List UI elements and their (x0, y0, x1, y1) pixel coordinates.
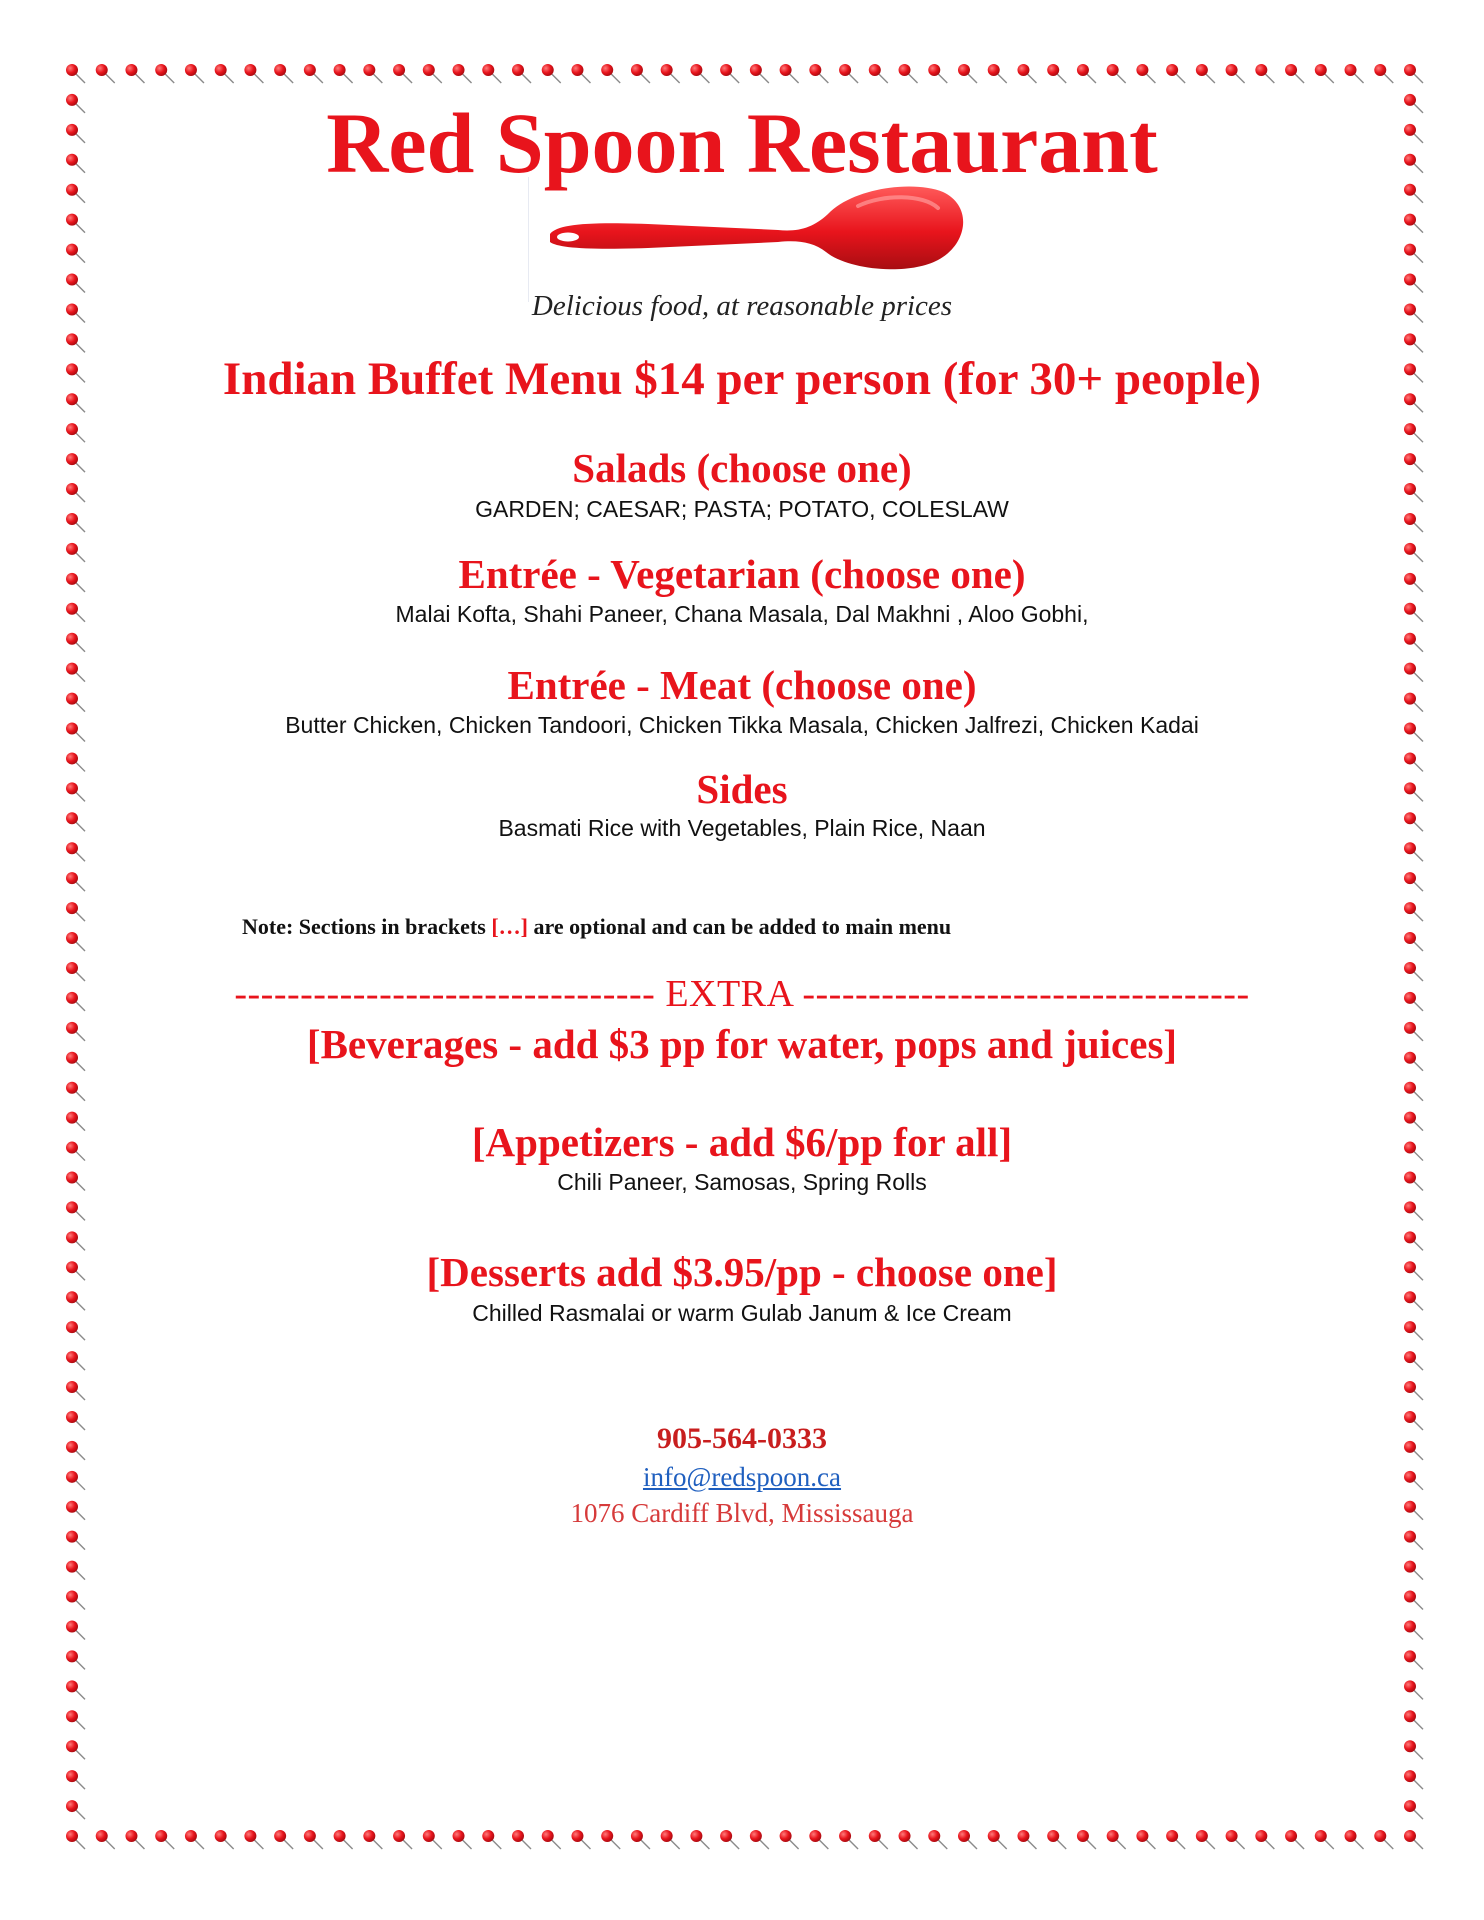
phone-number: 905-564-0333 (657, 1422, 827, 1455)
note-text-after: are optional and can be added to main menu (527, 914, 952, 939)
optional-note (242, 914, 951, 940)
menu-title: Indian Buffet Menu $14 per person (for 30+ people) (222, 353, 1262, 405)
tagline: Delicious food, at reasonable prices (531, 290, 953, 322)
note-brackets: […] (491, 914, 528, 939)
restaurant-title: Red Spoon Restaurant (326, 95, 1158, 191)
red-spoon-icon (528, 172, 968, 302)
sides-heading: Sides (696, 766, 788, 812)
desserts-items: Chilled Rasmalai or warm Gulab Janum & Ice Cream (472, 1300, 1012, 1326)
vegetarian-items: Malai Kofta, Shahi Paneer, Chana Masala, Dal Makhni , Aloo Gobhi, (395, 601, 1089, 627)
beverages-heading: [Beverages - add $3 pp for water, pops and juices] (306, 1021, 1178, 1067)
address: 1076 Cardiff Blvd, Mississauga (570, 1498, 914, 1528)
meat-items: Butter Chicken, Chicken Tandoori, Chicken Tikka Masala, Chicken Jalfrezi, Chicken Kadai (285, 712, 1199, 738)
note-text-before: Note: Sections in brackets (242, 914, 492, 939)
appetizers-heading: [Appetizers - add $6/pp for all] (471, 1119, 1013, 1165)
appetizers-items: Chili Paneer, Samosas, Spring Rolls (557, 1169, 927, 1195)
salads-heading: Salads (choose one) (572, 445, 912, 491)
vegetarian-heading: Entrée - Vegetarian (choose one) (458, 551, 1026, 597)
meat-heading: Entrée - Meat (choose one) (507, 662, 977, 708)
sides-items: Basmati Rice with Vegetables, Plain Rice, Naan (498, 815, 986, 841)
email-link[interactable]: info@redspoon.ca (642, 1462, 842, 1492)
salads-items: GARDEN; CAESAR; PASTA; POTATO, COLESLAW (475, 496, 1009, 522)
desserts-heading: [Desserts add $3.95/pp - choose one] (426, 1249, 1058, 1295)
extra-divider: -------------------------------- EXTRA ---------------------------------- (234, 973, 1250, 1015)
